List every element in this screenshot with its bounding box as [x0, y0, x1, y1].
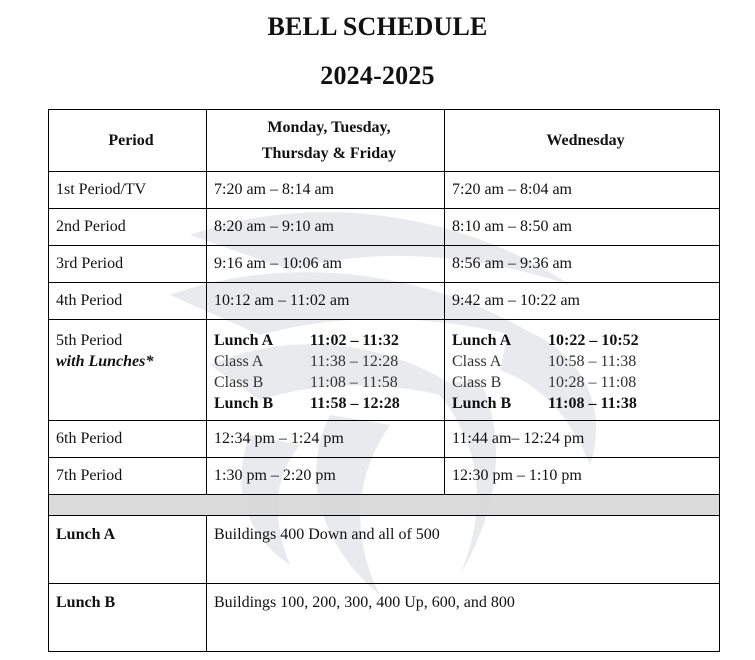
wed-lunch-cell — [445, 320, 720, 421]
lunch-label: Lunch B — [49, 584, 207, 652]
lunch-label: Lunch A — [49, 516, 207, 584]
wed-time-cell: 12:30 pm – 1:10 pm — [445, 458, 720, 495]
mttf-lunch-cell — [207, 320, 445, 421]
header-wednesday: Wednesday — [445, 110, 720, 172]
period-cell: 7th Period — [49, 458, 207, 495]
mttf-time-cell: 10:12 am – 11:02 am — [207, 283, 445, 320]
table-row — [49, 421, 720, 458]
mttf-time-cell: 12:34 pm – 1:24 pm — [207, 421, 445, 458]
wed-time-cell: 9:42 am – 10:22 am — [445, 283, 720, 320]
mttf-time-cell: 8:20 am – 9:10 am — [207, 209, 445, 246]
header-period: Period — [49, 110, 207, 172]
wed-time-cell: 8:10 am – 8:50 am — [445, 209, 720, 246]
period-cell: 1st Period/TV — [49, 172, 207, 209]
lunch-line: Lunch A 11:02 – 11:32 — [214, 332, 399, 349]
separator-cell — [49, 495, 720, 516]
table-row — [49, 458, 720, 495]
period-label: 5th Period — [56, 332, 123, 349]
lunch-line: Lunch B 11:58 – 12:28 — [214, 395, 400, 412]
period-cell — [49, 320, 207, 421]
lunch-building-row — [49, 516, 720, 584]
class-line: Class A 10:58 – 11:38 — [452, 353, 637, 370]
lunch-line: Lunch B 11:08 – 11:38 — [452, 395, 637, 412]
period-cell: 3rd Period — [49, 246, 207, 283]
class-line: Class A 11:38 – 12:28 — [214, 353, 399, 370]
page-title: BELL SCHEDULE — [267, 12, 488, 41]
mttf-time-cell: 9:16 am – 10:06 am — [207, 246, 445, 283]
table-row — [49, 172, 720, 209]
lunch-line: Lunch A 10:22 – 10:52 — [452, 332, 639, 349]
lunch-buildings: Buildings 400 Down and all of 500 — [207, 516, 720, 584]
separator-row — [49, 495, 720, 516]
class-line: Class B 11:08 – 11:58 — [214, 374, 398, 391]
bell-schedule-table — [48, 109, 720, 652]
table-row-fifth-period — [49, 320, 720, 421]
period-cell: 2nd Period — [49, 209, 207, 246]
wed-time-cell: 7:20 am – 8:04 am — [445, 172, 720, 209]
period-cell: 6th Period — [49, 421, 207, 458]
period-cell: 4th Period — [49, 283, 207, 320]
header-mttf-line1: Monday, Tuesday, — [267, 118, 391, 136]
header-row — [49, 110, 720, 172]
lunch-building-row — [49, 584, 720, 652]
table-row — [49, 246, 720, 283]
header-mttf-line2: Thursday & Friday — [261, 144, 397, 162]
lunch-buildings: Buildings 100, 200, 300, 400 Up, 600, and 800 — [207, 584, 720, 652]
lunch-note: with Lunches* — [56, 353, 154, 370]
school-year: 2024-2025 — [320, 61, 435, 90]
wed-time-cell: 8:56 am – 9:36 am — [445, 246, 720, 283]
table-row — [49, 209, 720, 246]
mttf-time-cell: 7:20 am – 8:14 am — [207, 172, 445, 209]
table-row — [49, 283, 720, 320]
class-line: Class B 10:28 – 11:08 — [452, 374, 637, 391]
wed-time-cell: 11:44 am– 12:24 pm — [445, 421, 720, 458]
header-mttf — [207, 110, 445, 172]
mttf-time-cell: 1:30 pm – 2:20 pm — [207, 458, 445, 495]
